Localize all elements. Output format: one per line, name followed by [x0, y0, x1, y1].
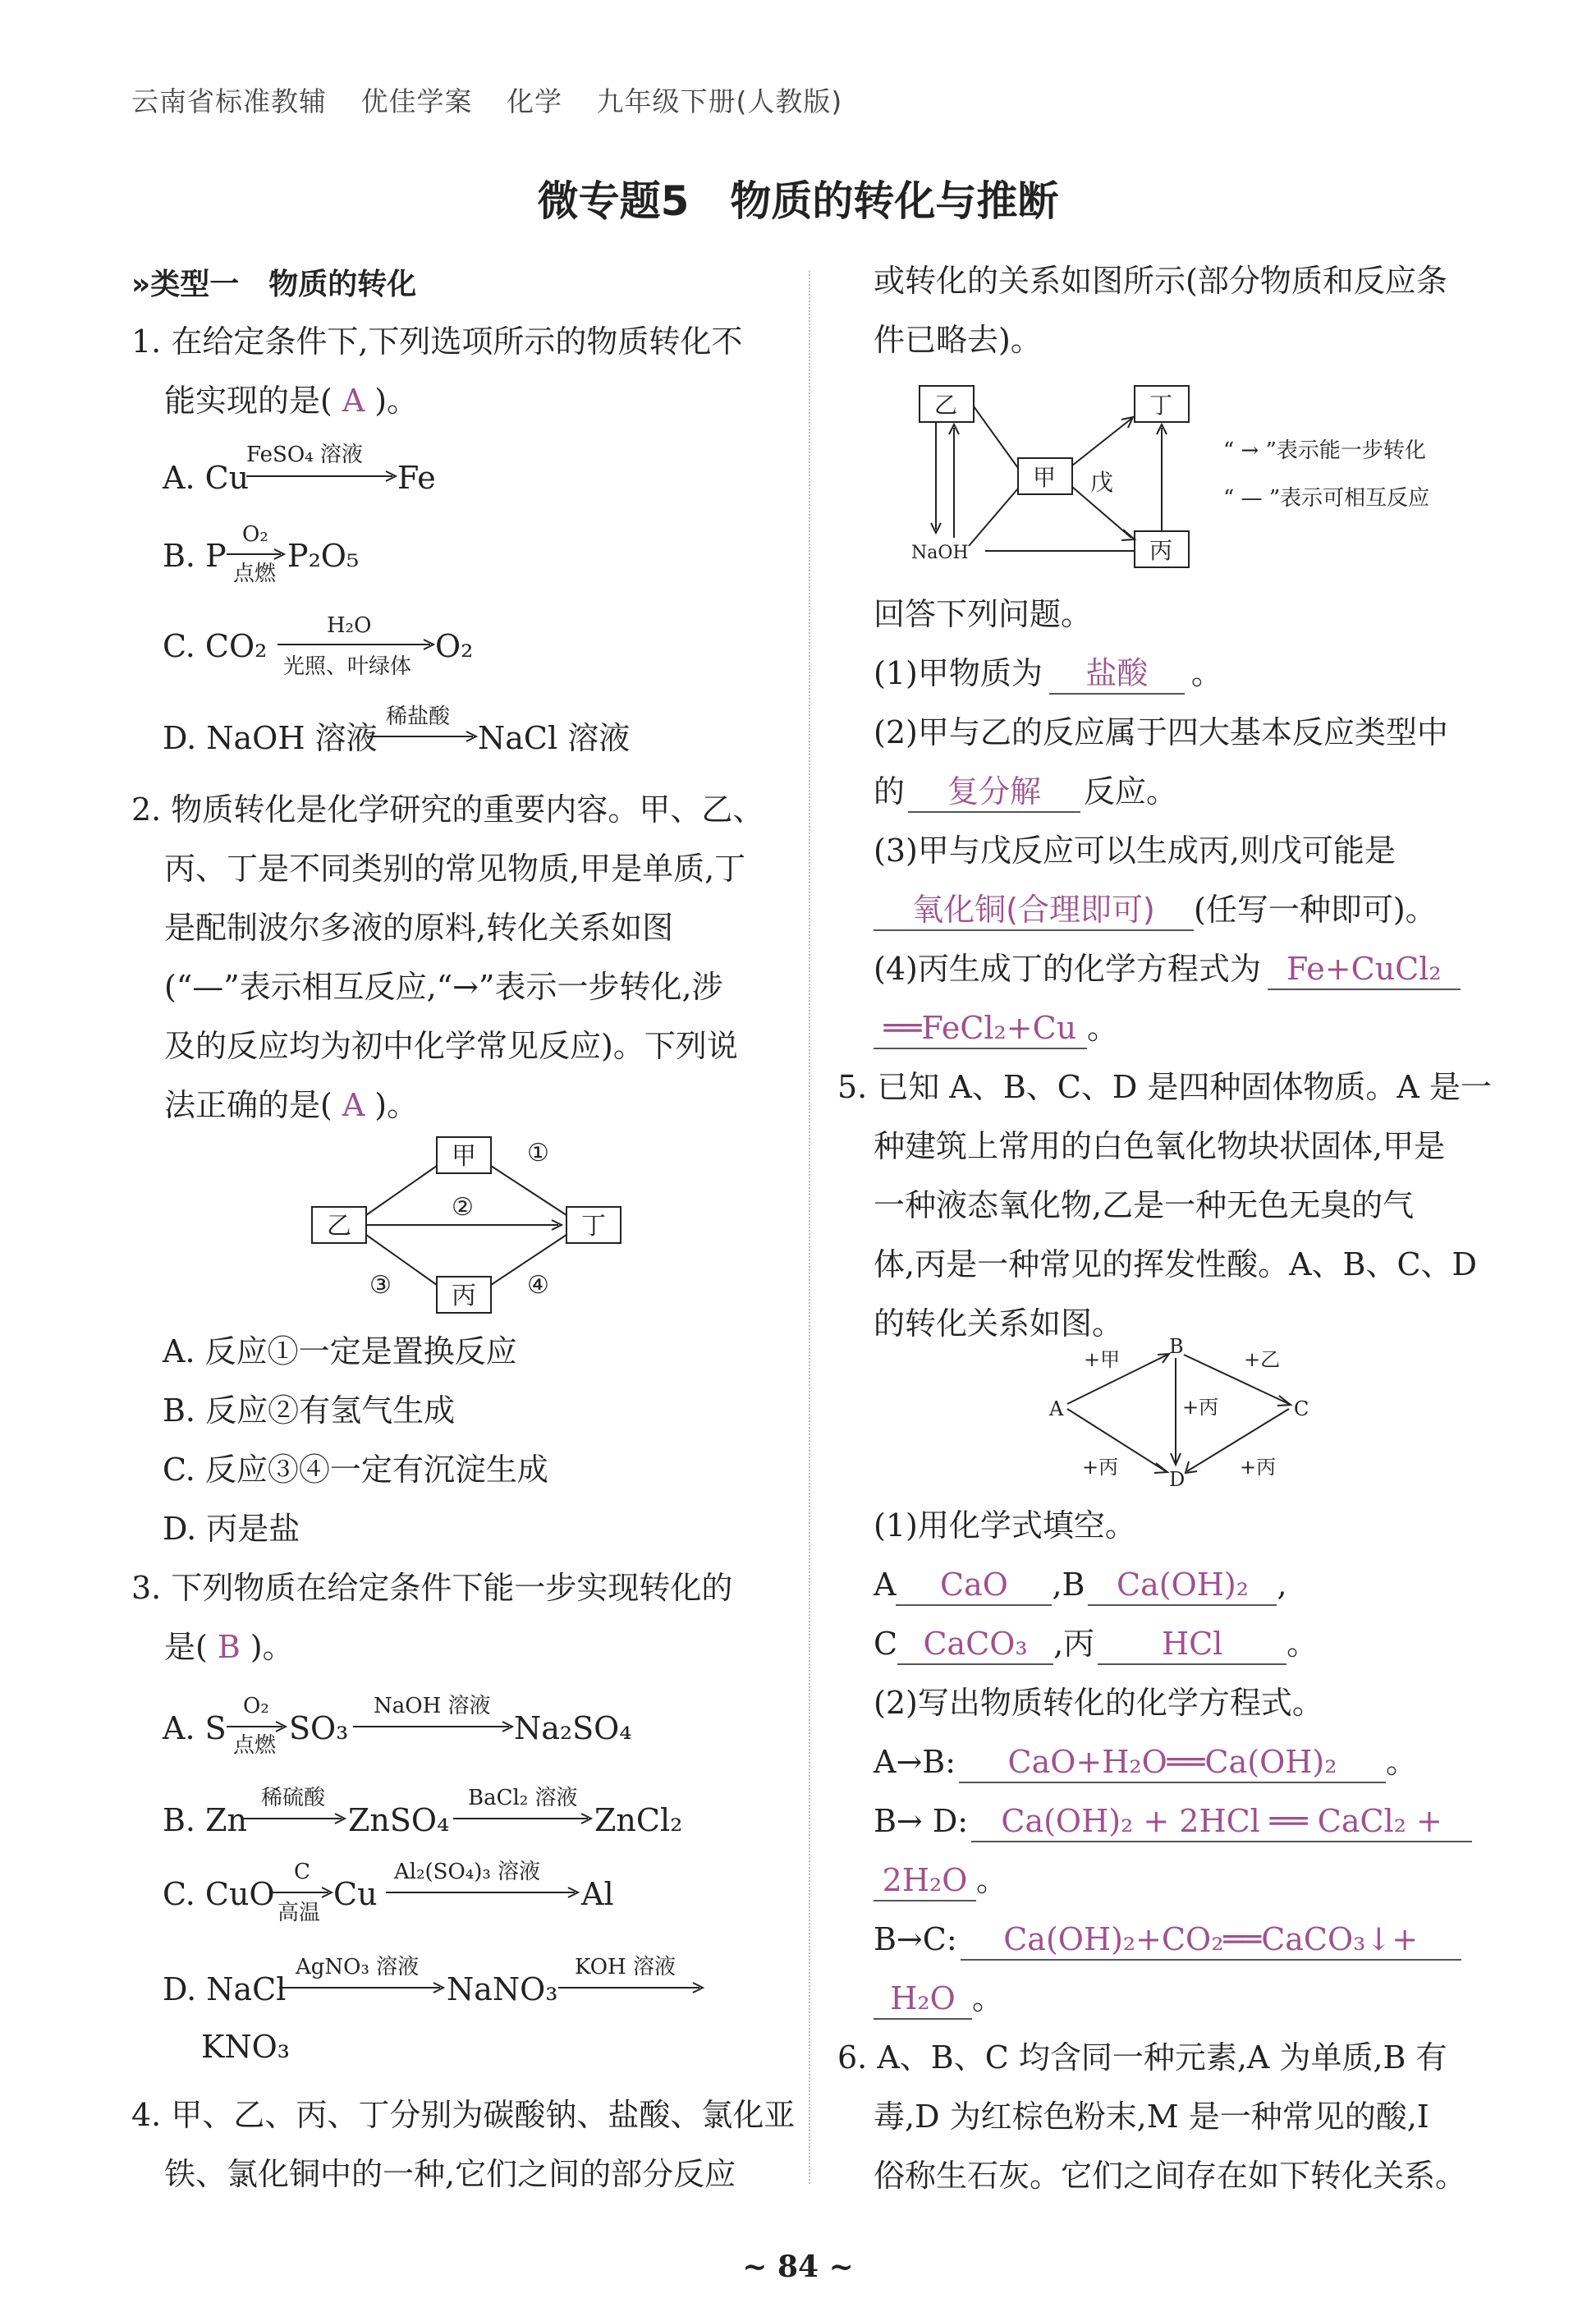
q5-eq3-answer-2: H₂O — [874, 1979, 972, 2020]
q1-a-condition: FeSO₄ 溶液 — [246, 443, 363, 467]
page-title: 微专题5 物质的转化与推断 — [537, 177, 1059, 225]
q4-prompt: 回答下列问题。 — [874, 596, 1093, 632]
q3-stem-1: 3. 下列物质在给定条件下能一步实现转化的 — [131, 1570, 733, 1606]
q6-line-2: 毒,D 为红棕色粉末,M 是一种常见的酸,I — [874, 2099, 1429, 2135]
q4-p2-answer: 复分解 — [908, 772, 1080, 813]
q4-p4-line-2: ══FeCl₂+Cu 。 — [874, 998, 1497, 1057]
q5-c-answer: CaCO₃ — [897, 1624, 1053, 1665]
svg-text:+丙: +丙 — [1240, 1456, 1277, 1479]
svg-text:KOH 溶液: KOH 溶液 — [575, 1955, 676, 1979]
svg-text:高温: 高温 — [277, 1901, 321, 1925]
svg-text:④: ④ — [527, 1271, 549, 1300]
svg-text:O₂: O₂ — [242, 522, 268, 547]
q5-line-1: 5. 已知 A、B、C、D 是四种固体物质。A 是一 — [837, 1069, 1492, 1105]
q3-option-b: B. Zn — [163, 1802, 247, 1838]
q4-cont-2: 件已略去)。 — [874, 322, 1042, 358]
svg-text:③: ③ — [369, 1271, 392, 1300]
q5-line-2: 种建筑上常用的白色氧化物块状固体,甲是 — [874, 1128, 1446, 1164]
q4-line-1: 4. 甲、乙、丙、丁分别为碳酸钠、盐酸、氯化亚 — [131, 2097, 796, 2133]
svg-text:NaOH 溶液: NaOH 溶液 — [374, 1694, 491, 1718]
q5-eq2-answer-2: 2H₂O — [874, 1860, 976, 1901]
q5-eq-3: B→C: Ca(OH)₂+CO₂══CaCO₃↓+ — [874, 1910, 1497, 1969]
q3-answer: B — [217, 1629, 241, 1665]
q5-eq2-answer-1: Ca(OH)₂ + 2HCl ══ CaCl₂ + — [971, 1801, 1472, 1842]
q3-option-d: D. NaCl — [163, 1971, 287, 2007]
q5-eq-1: A→B: CaO+H₂O══Ca(OH)₂ 。 — [874, 1732, 1497, 1791]
q2-line-1: 2. 物质转化是化学研究的重要内容。甲、乙、 — [131, 791, 764, 828]
q4-p2-line-1: (2)甲与乙的反应属于四大基本反应类型中 — [874, 714, 1448, 750]
q5-eq3-answer-1: Ca(OH)₂+CO₂══CaCO₃↓+ — [961, 1920, 1461, 1961]
q4-p3-answer: 氧化铜(合理即可) — [874, 890, 1194, 931]
svg-text:稀硫酸: 稀硫酸 — [261, 1786, 326, 1810]
q5-diagram — [1043, 1330, 1355, 1494]
q2-option-d: D. 丙是盐 — [163, 1511, 300, 1547]
page-number: ~ 84 ~ — [742, 2250, 854, 2284]
q5-bing-answer: HCl — [1098, 1624, 1286, 1665]
svg-text:+乙: +乙 — [1244, 1348, 1281, 1371]
q1-option-d: D. NaOH 溶液 — [163, 720, 378, 756]
svg-text:Al: Al — [581, 1876, 614, 1912]
q5-line-3: 一种液态氧化物,乙是一种无色无臭的气 — [874, 1187, 1415, 1223]
q2-option-b: B. 反应②有氢气生成 — [163, 1392, 456, 1429]
svg-text:KNO₃: KNO₃ — [201, 2029, 291, 2065]
section-arrow-icon: » — [131, 268, 151, 301]
q2-answer: A — [342, 1087, 365, 1123]
q5-eq1-answer: CaO+H₂O══Ca(OH)₂ — [959, 1742, 1386, 1783]
svg-text:AgNO₃ 溶液: AgNO₃ 溶液 — [296, 1955, 420, 1979]
svg-text:Na₂SO₄: Na₂SO₄ — [514, 1710, 632, 1746]
q2-node-jia: 甲 — [452, 1142, 476, 1171]
q4-node-naoh: NaOH — [911, 543, 969, 563]
q5-p2: (2)写出物质转化的化学方程式。 — [874, 1685, 1323, 1721]
section-heading: »类型一 物质的转化 — [131, 268, 417, 301]
svg-text:ZnCl₂: ZnCl₂ — [594, 1802, 683, 1838]
q2-line-3: 是配制波尔多液的原料,转化关系如图 — [164, 910, 674, 946]
q4-node-bing: 丙 — [1149, 537, 1173, 564]
svg-text:②: ② — [452, 1193, 474, 1222]
svg-text:Cu: Cu — [333, 1876, 378, 1912]
svg-text:ZnSO₄: ZnSO₄ — [348, 1802, 450, 1838]
svg-text:Al₂(SO₄)₃ 溶液: Al₂(SO₄)₃ 溶液 — [394, 1860, 541, 1884]
q2-node-bing: 丙 — [452, 1282, 476, 1310]
q3-option-a: A. S — [163, 1710, 227, 1746]
svg-text:①: ① — [527, 1139, 549, 1167]
q2-node-ding: 丁 — [581, 1212, 606, 1241]
q2-line-4: (“—”表示相互反应,“→”表示一步转化,涉 — [164, 969, 723, 1005]
q1-option-b: B. P — [163, 538, 227, 574]
svg-text:点燃: 点燃 — [233, 1733, 277, 1758]
q5-line-5: 的转化关系如图。 — [874, 1305, 1124, 1342]
q2-line-5: 及的反应均为初中化学常见反应)。下列说 — [164, 1028, 738, 1064]
svg-text:NaNO₃: NaNO₃ — [447, 1971, 558, 2007]
q5-a-answer: CaO — [896, 1565, 1052, 1606]
q6-line-1: 6. A、B、C 均含同一种元素,A 为单质,B 有 — [837, 2039, 1447, 2076]
q5-b-answer: Ca(OH)₂ — [1088, 1565, 1277, 1606]
q1-answer: A — [342, 383, 365, 419]
q1-b-product: P₂O₅ — [287, 538, 360, 574]
q1-a-product: Fe — [397, 460, 436, 496]
q4-node-ding: 丁 — [1149, 392, 1173, 419]
q1-d-product: NaCl 溶液 — [478, 720, 631, 756]
q5-cd-line: C CaCO₃ ,丙 HCl 。 — [874, 1614, 1497, 1673]
q6-line-3: 俗称生石灰。它们之间存在如下转化关系。 — [874, 2158, 1467, 2194]
svg-text:+甲: +甲 — [1084, 1348, 1121, 1371]
q2-option-a: A. 反应①一定是置换反应 — [163, 1333, 517, 1369]
q2-option-c: C. 反应③④一定有沉淀生成 — [163, 1452, 548, 1488]
q1-stem-2: 能实现的是( A )。 — [164, 383, 419, 419]
svg-text:+丙: +丙 — [1082, 1456, 1119, 1479]
header-subject: 化学 — [507, 85, 562, 117]
column-divider — [809, 271, 810, 2184]
q4-line-2: 铁、氯化铜中的一种,它们之间的部分反应 — [164, 2156, 736, 2192]
q5-p1: (1)用化学式填空。 — [874, 1507, 1136, 1544]
q4-p4-line-1: (4)丙生成丁的化学方程式为 Fe+CuCl₂ — [874, 939, 1497, 998]
q4-legend-line: “ — ”表示可相互反应 — [1223, 486, 1430, 511]
q5-node-d: D — [1169, 1468, 1186, 1491]
svg-text:H₂O: H₂O — [327, 613, 372, 638]
q4-legend-arrow: “ → ”表示能一步转化 — [1223, 438, 1426, 463]
q3-option-c: C. CuO — [163, 1876, 275, 1912]
q4-p4-answer-1: Fe+CuCl₂ — [1268, 949, 1461, 990]
svg-text:点燃: 点燃 — [233, 562, 277, 586]
q5-eq-2-cont: 2H₂O 。 — [874, 1851, 1497, 1910]
q1-c-product: O₂ — [435, 628, 474, 664]
q4-p1: (1)甲物质为 盐酸 。 — [874, 644, 1497, 703]
q5-eq-2: B→ D: Ca(OH)₂ + 2HCl ══ CaCl₂ + — [874, 1791, 1497, 1851]
svg-text:光照、叶绿体: 光照、叶绿体 — [283, 654, 412, 679]
q2-line-6: 法正确的是( A )。 — [164, 1087, 419, 1123]
q3-stem-2: 是( B )。 — [164, 1629, 294, 1665]
q4-p1-answer: 盐酸 — [1049, 654, 1185, 695]
q1-stem-1: 1. 在给定条件下,下列选项所示的物质转化不 — [131, 323, 743, 360]
svg-text:BaCl₂ 溶液: BaCl₂ 溶液 — [468, 1786, 578, 1810]
q5-line-4: 体,丙是一种常见的挥发性酸。A、B、C、D — [874, 1246, 1477, 1282]
svg-text:SO₃: SO₃ — [289, 1710, 349, 1746]
header-series: 云南省标准教辅 — [131, 85, 327, 117]
q4-p4-answer-2: ══FeCl₂+Cu — [874, 1008, 1087, 1049]
q5-ab-line: A CaO ,B Ca(OH)₂ , — [874, 1555, 1497, 1614]
svg-text:稀盐酸: 稀盐酸 — [386, 704, 451, 729]
q5-node-b: B — [1169, 1335, 1184, 1358]
q4-node-jia: 甲 — [1033, 464, 1057, 491]
header-book: 优佳学案 — [360, 85, 473, 117]
q4-diagram — [903, 382, 1494, 579]
q4-p2-line-2: 的 复分解 反应。 — [874, 762, 1497, 821]
q4-node-wu: 戊 — [1090, 469, 1114, 496]
q4-cont-1: 或转化的关系如图所示(部分物质和反应条 — [874, 263, 1447, 299]
q1-option-a: A. Cu — [163, 460, 250, 496]
header-grade: 九年级下册(人教版) — [596, 85, 843, 117]
q5-eq-3-cont: H₂O 。 — [874, 1969, 1497, 2028]
svg-text:+丙: +丙 — [1182, 1396, 1219, 1419]
q4-p3-line-2: 氧化铜(合理即可) (任写一种即可)。 — [874, 880, 1497, 939]
q2-line-2: 丙、丁是不同类别的常见物质,甲是单质,丁 — [164, 851, 746, 887]
q2-node-yi: 乙 — [327, 1212, 351, 1241]
q5-node-c: C — [1294, 1397, 1309, 1420]
svg-text:C: C — [294, 1860, 310, 1884]
q1-option-c: C. CO₂ — [163, 628, 268, 664]
svg-text:O₂: O₂ — [243, 1694, 269, 1718]
q4-node-yi: 乙 — [934, 392, 958, 419]
q5-node-a: A — [1049, 1397, 1064, 1420]
q4-p3-line-1: (3)甲与戊反应可以生成丙,则戊可能是 — [874, 833, 1396, 869]
